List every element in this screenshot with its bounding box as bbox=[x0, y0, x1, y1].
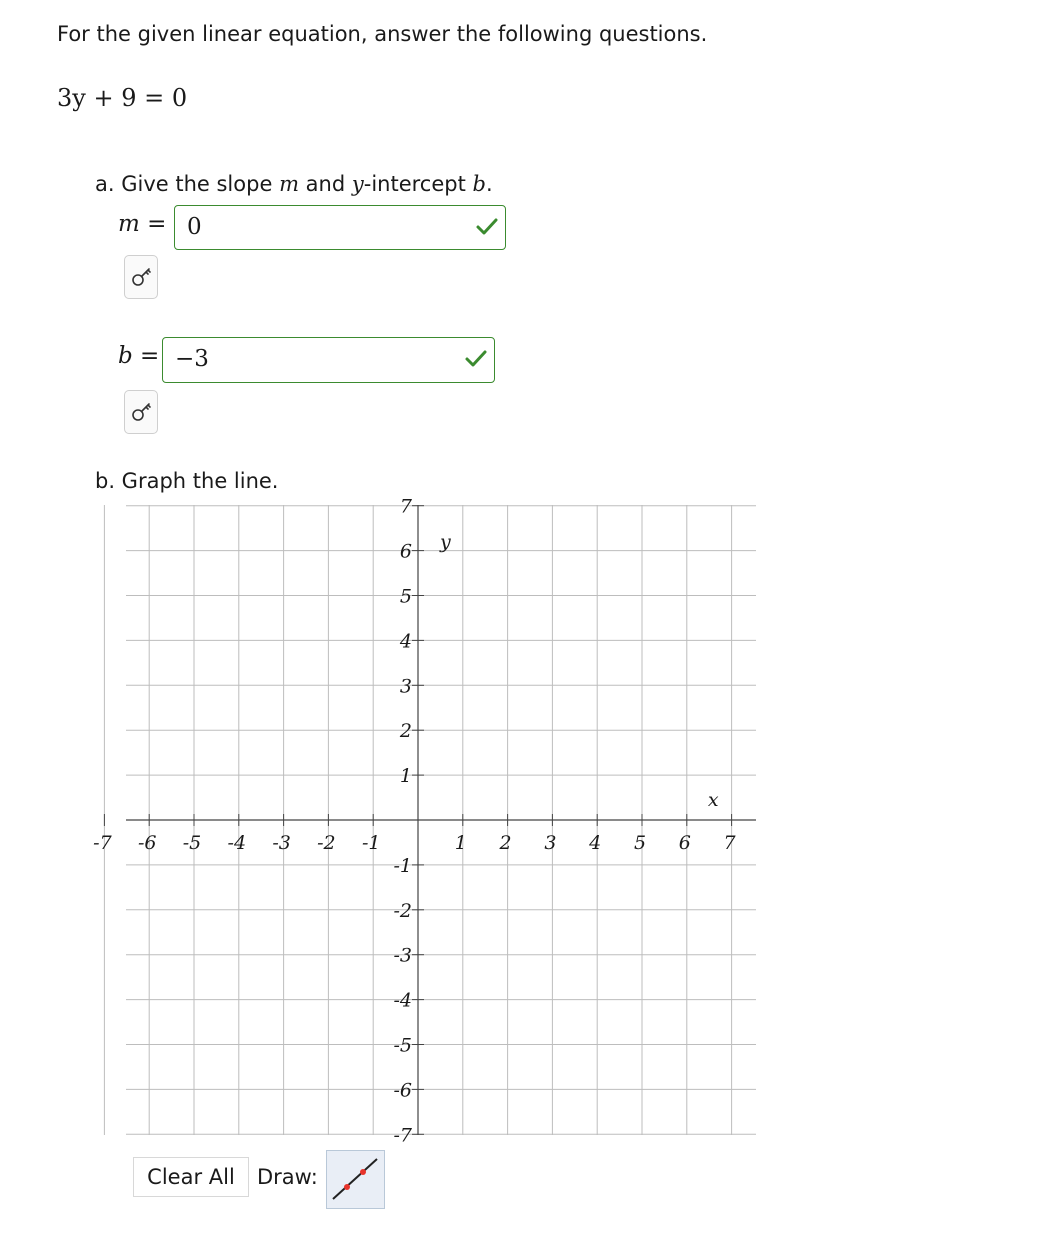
y-tick-label: 2 bbox=[399, 720, 412, 743]
question-intro: For the given linear equation, answer the following questions. bbox=[57, 22, 708, 46]
part-a-intercept-word: -intercept bbox=[363, 172, 466, 196]
key-icon bbox=[131, 402, 153, 422]
y-axis-label: y bbox=[440, 531, 451, 554]
x-tick-label: 1 bbox=[454, 832, 467, 854]
y-tick-label: 7 bbox=[399, 495, 412, 518]
line-draw-tool-button[interactable] bbox=[326, 1150, 385, 1209]
y-tick-label: -7 bbox=[393, 1124, 412, 1147]
part-a-prompt bbox=[95, 172, 493, 196]
intercept-label: b = bbox=[118, 343, 160, 369]
part-a-and: and bbox=[305, 172, 346, 196]
x-tick-label: 7 bbox=[723, 832, 736, 854]
y-tick-label: -4 bbox=[393, 989, 412, 1012]
y-tick-label: 5 bbox=[399, 585, 412, 608]
key-icon-button[interactable] bbox=[124, 390, 158, 434]
y-tick-label: -2 bbox=[393, 899, 412, 922]
check-icon bbox=[464, 348, 488, 370]
intercept-input[interactable] bbox=[162, 337, 495, 383]
x-tick-label: 4 bbox=[589, 832, 602, 854]
draw-label: Draw: bbox=[257, 1165, 318, 1189]
slope-value: 0 bbox=[187, 214, 202, 240]
x-tick-label: -4 bbox=[227, 832, 247, 854]
slope-label: m = bbox=[118, 211, 167, 237]
y-tick-label: -6 bbox=[393, 1079, 412, 1102]
coordinate-graph[interactable] bbox=[93, 495, 770, 1147]
part-b-prompt: b. Graph the line. bbox=[95, 469, 279, 493]
line-segment-icon bbox=[327, 1151, 384, 1208]
part-a-period: . bbox=[485, 172, 493, 196]
x-axis-label: x bbox=[707, 789, 719, 811]
y-tick-label: 4 bbox=[399, 630, 412, 653]
x-tick-label: 6 bbox=[678, 832, 691, 854]
x-tick-label: -2 bbox=[317, 832, 336, 854]
part-a-y-symbol: y bbox=[351, 172, 364, 196]
check-icon bbox=[475, 216, 499, 238]
key-icon bbox=[131, 267, 153, 287]
y-tick-label: 3 bbox=[399, 675, 412, 698]
y-tick-label: -3 bbox=[393, 944, 412, 967]
y-tick-label: 6 bbox=[399, 540, 412, 563]
slope-input[interactable] bbox=[174, 205, 506, 250]
linear-equation: 3y + 9 = 0 bbox=[57, 84, 188, 112]
part-a-prefix: a. Give the slope bbox=[95, 172, 273, 196]
x-tick-label: -3 bbox=[272, 832, 291, 854]
intercept-value: −3 bbox=[175, 346, 209, 372]
part-a-m-symbol: m bbox=[279, 172, 299, 196]
part-a-b-symbol: b bbox=[472, 172, 486, 196]
x-tick-label: 3 bbox=[544, 832, 557, 854]
x-tick-label: -5 bbox=[182, 832, 202, 854]
y-tick-label: 1 bbox=[399, 765, 412, 788]
x-tick-label: 2 bbox=[499, 832, 512, 854]
x-tick-label: 5 bbox=[633, 832, 647, 854]
key-icon-button[interactable] bbox=[124, 255, 158, 299]
clear-all-button[interactable]: Clear All bbox=[133, 1157, 249, 1197]
y-tick-label: -5 bbox=[393, 1034, 412, 1057]
x-tick-label: -7 bbox=[93, 832, 112, 854]
y-tick-label: -1 bbox=[393, 854, 412, 877]
x-tick-label: -1 bbox=[361, 832, 381, 854]
x-tick-label: -6 bbox=[137, 832, 157, 854]
